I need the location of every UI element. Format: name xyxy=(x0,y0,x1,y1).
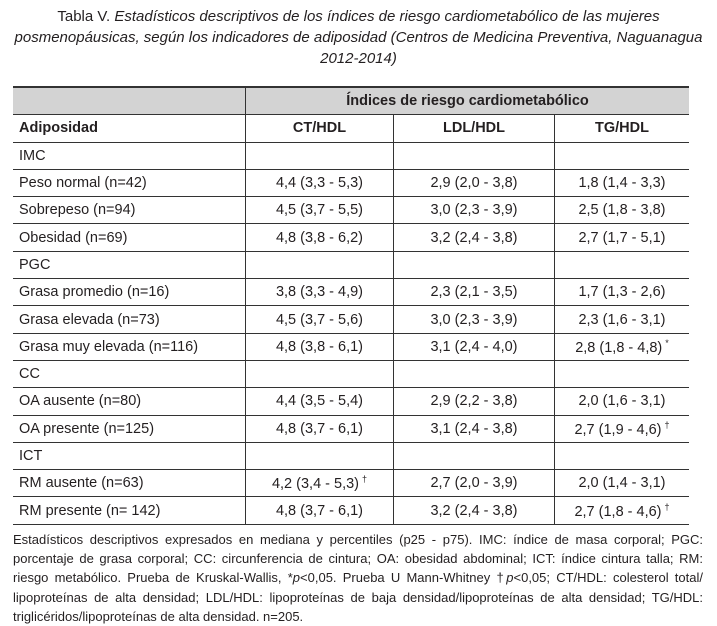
ldl-hdl-value: 3,1 (2,4 - 4,0) xyxy=(430,338,518,355)
row-label: Sobrepeso (n=94) xyxy=(13,197,245,224)
ldl-hdl-value-cell xyxy=(393,497,554,524)
table-row xyxy=(13,224,689,251)
tg-hdl-value: 2,0 (1,4 - 3,1) xyxy=(578,475,666,492)
table-row xyxy=(13,306,689,333)
ct-hdl-value: 4,5 (3,7 - 5,6) xyxy=(275,311,364,328)
footnote-p-2: p xyxy=(506,570,514,586)
tg-hdl-value-cell xyxy=(554,170,689,197)
column-header-adiposidad: Adiposidad xyxy=(13,115,245,142)
significance-mark: † xyxy=(664,501,670,512)
significance-mark: † xyxy=(362,474,368,485)
ct-hdl-value: 4,8 (3,7 - 6,1) xyxy=(275,502,364,519)
table-row xyxy=(13,388,689,415)
empty-cell xyxy=(393,361,554,388)
ldl-hdl-value-cell xyxy=(393,197,554,224)
tg-hdl-value-cell xyxy=(554,388,689,415)
caption-label: Tabla V. xyxy=(57,8,111,25)
ct-hdl-value-cell xyxy=(245,306,393,333)
tg-hdl-value: 2,7 (1,9 - 4,6) xyxy=(574,421,662,438)
ct-hdl-value: 4,2 (3,4 - 5,3) xyxy=(271,476,360,493)
row-label: Grasa elevada (n=73) xyxy=(13,306,245,333)
table-row xyxy=(13,334,689,361)
table-row xyxy=(13,197,689,224)
empty-cell xyxy=(245,143,393,170)
section-row xyxy=(13,143,689,170)
caption-title: Estadísticos descriptivos de los índices de riesgo cardiometabólico de las mujeres posmenopáusicas, según los indicadores de adiposidad (Centros de Medicina Preventiva, Naguanagua 2012-2014) xyxy=(14,8,703,67)
significance-mark: † xyxy=(664,419,670,430)
ct-hdl-value-cell xyxy=(245,170,393,197)
tg-hdl-value-cell xyxy=(554,306,689,333)
ldl-hdl-value-cell xyxy=(393,388,554,415)
ldl-hdl-value: 3,0 (2,3 - 3,9) xyxy=(430,202,518,219)
table-caption xyxy=(0,6,717,69)
table-row xyxy=(13,497,689,524)
table-row xyxy=(13,170,689,197)
ct-hdl-value-cell xyxy=(245,197,393,224)
ldl-hdl-value-cell xyxy=(393,170,554,197)
tg-hdl-value: 2,7 (1,7 - 5,1) xyxy=(578,229,666,246)
ct-hdl-value-cell xyxy=(245,497,393,524)
significance-mark: * xyxy=(665,337,669,348)
ct-hdl-value-cell xyxy=(245,470,393,497)
section-row xyxy=(13,252,689,279)
data-table xyxy=(13,86,689,525)
table-row xyxy=(13,279,689,306)
ldl-hdl-value: 3,2 (2,4 - 3,8) xyxy=(430,502,518,519)
tg-hdl-value: 1,7 (1,3 - 2,6) xyxy=(578,284,666,301)
ldl-hdl-value-cell xyxy=(393,279,554,306)
empty-cell xyxy=(245,361,393,388)
empty-cell xyxy=(393,252,554,279)
section-label: PGC xyxy=(13,252,245,279)
column-header-row xyxy=(13,115,689,142)
ldl-hdl-value-cell xyxy=(393,224,554,251)
ldl-hdl-value-cell xyxy=(393,470,554,497)
column-header-ct-hdl: CT/HDL xyxy=(245,115,393,142)
ct-hdl-value: 3,8 (3,3 - 4,9) xyxy=(275,284,364,301)
tg-hdl-value: 2,7 (1,8 - 4,6) xyxy=(574,503,662,520)
tg-hdl-value: 2,0 (1,6 - 3,1) xyxy=(578,393,666,410)
ct-hdl-value: 4,8 (3,8 - 6,1) xyxy=(275,338,364,355)
ct-hdl-value: 4,4 (3,3 - 5,3) xyxy=(275,175,364,192)
empty-cell xyxy=(245,443,393,470)
empty-cell xyxy=(393,143,554,170)
empty-cell xyxy=(393,443,554,470)
column-header-tg-hdl: TG/HDL xyxy=(554,115,689,142)
tg-hdl-value: 2,3 (1,6 - 3,1) xyxy=(578,311,666,328)
tg-hdl-value-cell xyxy=(554,197,689,224)
empty-cell xyxy=(554,443,689,470)
row-label: Obesidad (n=69) xyxy=(13,224,245,251)
ldl-hdl-value: 3,2 (2,4 - 3,8) xyxy=(430,229,518,246)
empty-cell xyxy=(245,252,393,279)
empty-cell xyxy=(554,252,689,279)
tg-hdl-value-cell xyxy=(554,497,689,524)
table-row xyxy=(13,416,689,443)
section-row xyxy=(13,443,689,470)
empty-cell xyxy=(554,361,689,388)
ldl-hdl-value: 2,3 (2,1 - 3,5) xyxy=(430,284,518,301)
tg-hdl-value-cell xyxy=(554,224,689,251)
row-label: Grasa promedio (n=16) xyxy=(13,279,245,306)
section-label: IMC xyxy=(13,143,245,170)
ct-hdl-value: 4,8 (3,7 - 6,1) xyxy=(275,420,364,437)
tg-hdl-value: 2,8 (1,8 - 4,8) xyxy=(575,339,663,356)
ct-hdl-value-cell xyxy=(245,279,393,306)
footnote-text-1: Estadísticos descriptivos expresados en mediana y percentiles (p25 - p75). IMC: índice de masa corporal; PGC: porcentaje de grasa corporal; CC: circunferencia de cintura; OA: obesidad abdominal; ICT: índice cintura talla; RM: riesgo metabólico. Prueba de Kruskal-Wallis, * xyxy=(13,532,703,586)
footnote-p-1: p xyxy=(292,570,301,586)
ldl-hdl-value: 2,9 (2,0 - 3,8) xyxy=(430,175,518,192)
tg-hdl-value-cell xyxy=(554,470,689,497)
footnote-text-2: <0,05. Prueba U Mann-Whitney † xyxy=(300,570,507,586)
row-label: RM ausente (n=63) xyxy=(13,470,245,497)
table-footnote xyxy=(13,530,703,626)
footnote-text-3: <0,05; CT/HDL: colesterol total/ lipoproteínas de alta densidad; LDL/HDL: lipoproteínas de baja densidad/lipoproteínas de alta densidad; TG/HDL: triglicéridos/lipoproteínas de alta densidad. n=205. xyxy=(13,570,703,624)
row-label: OA ausente (n=80) xyxy=(13,388,245,415)
ldl-hdl-value-cell xyxy=(393,306,554,333)
column-header-ldl-hdl: LDL/HDL xyxy=(393,115,554,142)
ct-hdl-value-cell xyxy=(245,388,393,415)
group-header-row xyxy=(13,86,689,115)
empty-cell xyxy=(554,143,689,170)
row-label: Peso normal (n=42) xyxy=(13,170,245,197)
ct-hdl-value: 4,8 (3,8 - 6,2) xyxy=(275,229,364,246)
row-label: Grasa muy elevada (n=116) xyxy=(13,334,245,361)
group-header: Índices de riesgo cardiometabólico xyxy=(245,86,689,115)
table-body xyxy=(13,143,689,525)
ldl-hdl-value: 3,1 (2,4 - 3,8) xyxy=(430,420,518,437)
row-label: OA presente (n=125) xyxy=(13,416,245,443)
ldl-hdl-value: 2,9 (2,2 - 3,8) xyxy=(430,393,518,410)
tg-hdl-value-cell xyxy=(554,279,689,306)
ct-hdl-value: 4,5 (3,7 - 5,5) xyxy=(275,202,364,219)
tg-hdl-value: 1,8 (1,4 - 3,3) xyxy=(578,175,666,192)
ldl-hdl-value: 2,7 (2,0 - 3,9) xyxy=(430,475,518,492)
ct-hdl-value-cell xyxy=(245,334,393,361)
ldl-hdl-value-cell xyxy=(393,416,554,443)
row-label: RM presente (n= 142) xyxy=(13,497,245,524)
ldl-hdl-value: 3,0 (2,3 - 3,9) xyxy=(430,311,518,328)
ct-hdl-value-cell xyxy=(245,416,393,443)
section-label: ICT xyxy=(13,443,245,470)
section-row xyxy=(13,361,689,388)
header-blank-cell xyxy=(13,86,245,115)
tg-hdl-value: 2,5 (1,8 - 3,8) xyxy=(578,202,666,219)
ct-hdl-value: 4,4 (3,5 - 5,4) xyxy=(275,393,364,410)
section-label: CC xyxy=(13,361,245,388)
ct-hdl-value-cell xyxy=(245,224,393,251)
ldl-hdl-value-cell xyxy=(393,334,554,361)
table-row xyxy=(13,470,689,497)
tg-hdl-value-cell xyxy=(554,416,689,443)
tg-hdl-value-cell xyxy=(554,334,689,361)
